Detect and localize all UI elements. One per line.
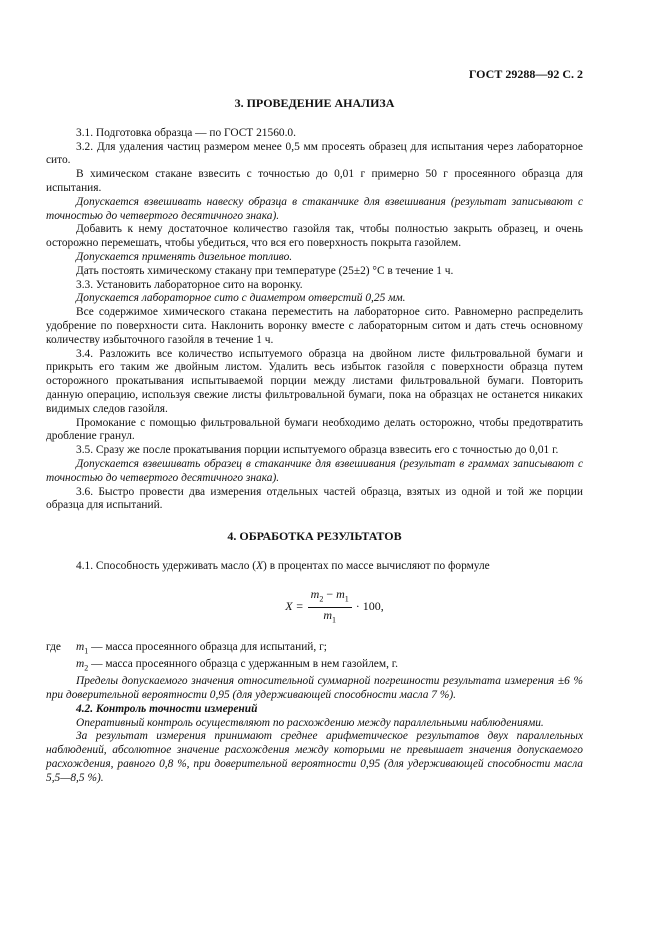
where-item: $m_1$ — масса просеянного образца для испытаний, г; [76,641,327,656]
paragraph: 3.3. Установить лабораторное сито на воронку. [76,278,303,291]
formula-tail: · 100, [355,599,384,614]
subsection-4-2-title: 4.2. Контроль точности измерений [76,702,258,715]
formula-numerator: $m_2 - m_1$ [308,588,352,608]
paragraph: Все содержимое химического стакана переместить на лабораторное сито. Равномерно распределить удобрение по поверхности сита. Наклонить воронку вместе с лабораторным ситом и дать стечь основному количеству избыточного газойля в течение 1 ч. [46,306,583,346]
document-body [46,93,583,786]
section-3-title: 3. ПРОВЕДЕНИЕ АНАЛИЗА [234,96,395,110]
paragraph: В химическом стакане взвесить с точностью до 0,01 г примерно 50 г просеянного образца для испытания. [46,168,583,194]
paragraph: 3.1. Подготовка образца — по ГОСТ 21560.0. [76,126,296,139]
formula [86,588,583,627]
note-paragraph: Допускается взвешивать образец в стаканчике для взвешивания (результат в граммах записывают с точностью до четвертого десятичного знака). [46,457,583,484]
paragraph: 3.5. Сразу же после прокатывания порции испытуемого образца взвесить его с точностью до 0,01 г. [76,444,559,457]
paragraph-4-1: 4.1. Способность удерживать масло (X) в процентах по массе вычисляют по формуле [76,559,490,572]
paragraph: Дать постоять химическому стакану при температуре (25±2) °С в течение 1 ч. [76,264,454,277]
control-paragraph: За результат измерения принимают среднее арифметическое результатов двух параллельных наблюдений, абсолютное значение расхождения между которыми не превышает значения допускаемого расхождения, равного 0,8 %, при доверительной вероятности 0,95 (для удерживающей способности масла 5,5—8,5 %). [46,730,583,784]
paragraph: 3.4. Разложить все количество испытуемого образца на двойном листе фильтровальной бумаги и прикрыть его таким же двойным листом. Удалить весь избыток газойля с поверхности образца путем осторожного прокатывания испытываемой порции между листами фильтровальной бумаги. Повторить данную операцию, используя свежие листы фильтровальной бумаги, пока на образцах не останется никаких видимых следов газойля. [46,347,583,415]
formula-denominator: $m_1$ [323,607,337,625]
paragraph: Добавить к нему достаточное количество газойля так, чтобы полностью закрыть образец, и очень осторожно перемешать, чтобы убедиться, что вся его поверхность покрыта газойлем. [46,223,583,250]
formula-fraction [308,588,352,627]
paragraph: Промокание с помощью фильтровальной бумаги необходимо делать осторожно, чтобы предотвратить дробление гранул. [46,416,583,443]
where-item: $m_2$ — масса просеянного образца с удержанным в нем газойлем, г. [76,658,398,673]
page-header: ГОСТ 29288—92 С. 2 [468,67,583,81]
where-line-2 [46,658,583,675]
control-paragraph: Оперативный контроль осуществляют по расхождению между параллельными наблюдениями. [76,716,544,729]
paragraph: 3.6. Быстро провести два измерения отдельных частей образца, взятых из одной и той же порции образца для испытаний. [46,485,583,512]
where-line-1 [46,641,583,658]
note-paragraph: Допускается взвешивать навеску образца в стаканчике для взвешивания (результат записывают с точностью до четвертого десятичного знака). [46,195,583,222]
formula-lhs: X = [285,599,304,614]
section-4-title: 4. ОБРАБОТКА РЕЗУЛЬТАТОВ [227,529,402,544]
limits-paragraph: Пределы допускаемого значения относительной суммарной погрешности результата измерения ±6 % при доверительной вероятности 0,95 (для удерживающей способности масла 7 %). [46,675,583,702]
paragraph: 3.2. Для удаления частиц размером менее 0,5 мм просеять образец для испытания через лабораторное сито. [46,140,583,167]
note-paragraph: Допускается лабораторное сито с диаметром отверстий 0,25 мм. [76,292,406,305]
note-paragraph: Допускается применять дизельное топливо. [76,250,293,263]
where-label: где [46,641,61,654]
